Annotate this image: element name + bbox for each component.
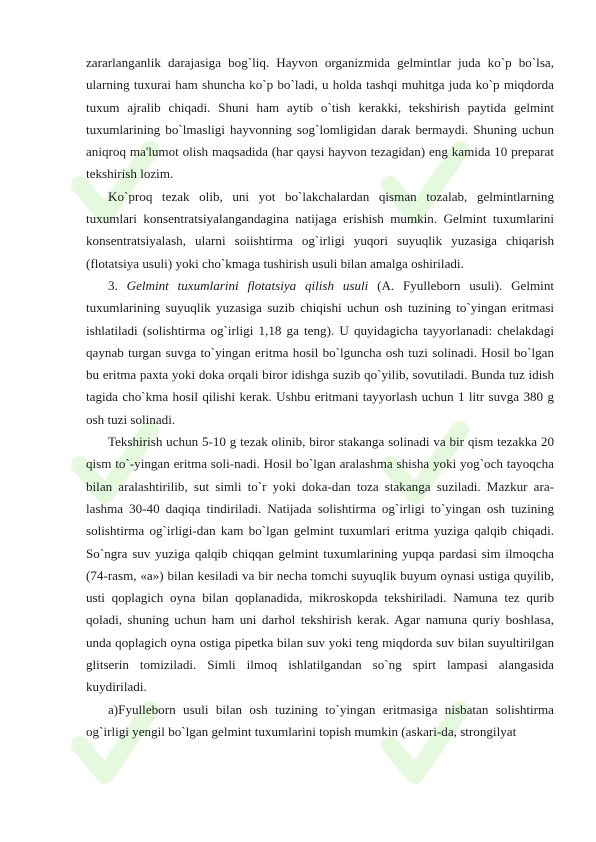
paragraph: Ko`proq tezak olib, uni yot bo`lakchalardan qisman tozalab, gelmintlarning tuxumlari konsentratsiyalangandagina natijaga erishish mumkin. Gelmint tuxumlarini konsentratsiyalash, ularni soiishtirma og`irligi yuqori suyuqlik yuzasiga chiqarish (flotatsiya usuli) yoki cho`kmaga tushirish usuli bilan amalga oshiriladi. [86, 188, 554, 271]
paragraph-text: (A. Fyulleborn usuli). Gelmint tuxumlarining suyuqlik yuzasiga suzib chiqishi uchun osh tuzining to`yingan eritmasi ishlatiladi (solishtirma og`irligi 1,18 ga teng). U quyidagicha tayyorlanadi: chelakdagi qaynab turgan suvga to`yingan eritma hosil bo`lguncha osh tuzi solinadi. Hosil bo`lgan bu eritma paxta yoki doka orqali biror idishga suzib qo`yilib, sovutiladi. Bunda tuz idish tagida cho`kma hosil qilishi kerak. Ushbu eritmani tayyorlash uchun 1 litr suvga 380 g osh tuzi solinadi. [86, 277, 555, 427]
paragraph-method-heading [86, 275, 554, 431]
paragraph: zararlanganlik darajasiga bog`liq. Hayvon organizmida gelmintlar juda ko`p bo`lsa, ularning tuxurai ham shuncha ko`p bo`ladi, u holda tashqi muhitga juda ko`p miqdorda tuxum ajralib chiqadi. Shuni ham aytib o`tish kerakki, tekshirish paytida gelmint tuxumlarining bo`lmasligi hayvonning sog`lomligidan darak bermaydi. Shuning uchun aniqroq ma'lumot olish maqsadida (har qaysi hayvon tezagidan) eng kamida 10 preparat tekshirish lozim. [86, 55, 554, 182]
paragraph: Tekshirish uchun 5-10 g tezak olinib, biror stakanga solinadi va bir qism tezakka 20 qism to`-yingan eritma soli-nadi. Hosil bo`lgan aralashma shisha yoki yog`och tayoqcha bilan aralashtirilib, sut simli to`r yoki doka-dan toza stakanga suziladi. Mazkur ara-lashma 30-40 daqiqa tindiriladi. Natijada solishtirma og`irligi to`yingan osh tuzining solishtirma og`irligi-dan kam bo`lgan gelmint tuxumlari eritma yuziga qalqib chiqadi. So`ngra suv yuziga qalqib chiqqan gelmint tuxumlarining yupqa pardasi sim ilmoqcha (74-rasm, «a») bilan kesiladi va bir necha tomchi suyuqlik buyum oynasi ustiga quyilib, usti qoplagich oyna bilan qoplanadida, mikroskopda tekshiriladi. Namuna tez qurib qoladi, shuning uchun ham uni darhol tekshirish kerak. Agar namuna quriy boshlasa, unda qoplagich oyna ostiga pipetka bilan suv yoki teng miqdorda suv bilan suyultirilgan glitserin tomiziladi. Simli ilmoq ishlatilgandan so`ng spirt lampasi alangasida kuydiriladi. [86, 434, 554, 695]
paragraph: a)Fyulleborn usuli bilan osh tuzining to`yingan eritmasiga nisbatan solishtirma og`irligi yengil bo`lgan gelmint tuxumlarini topish mumkin (askari-da, strongilyat [86, 701, 554, 739]
document-body [86, 52, 554, 743]
method-title: Gelmint tuxumlarini flotatsiya qilish usuli [126, 277, 369, 293]
section-number: 3. [108, 277, 127, 293]
